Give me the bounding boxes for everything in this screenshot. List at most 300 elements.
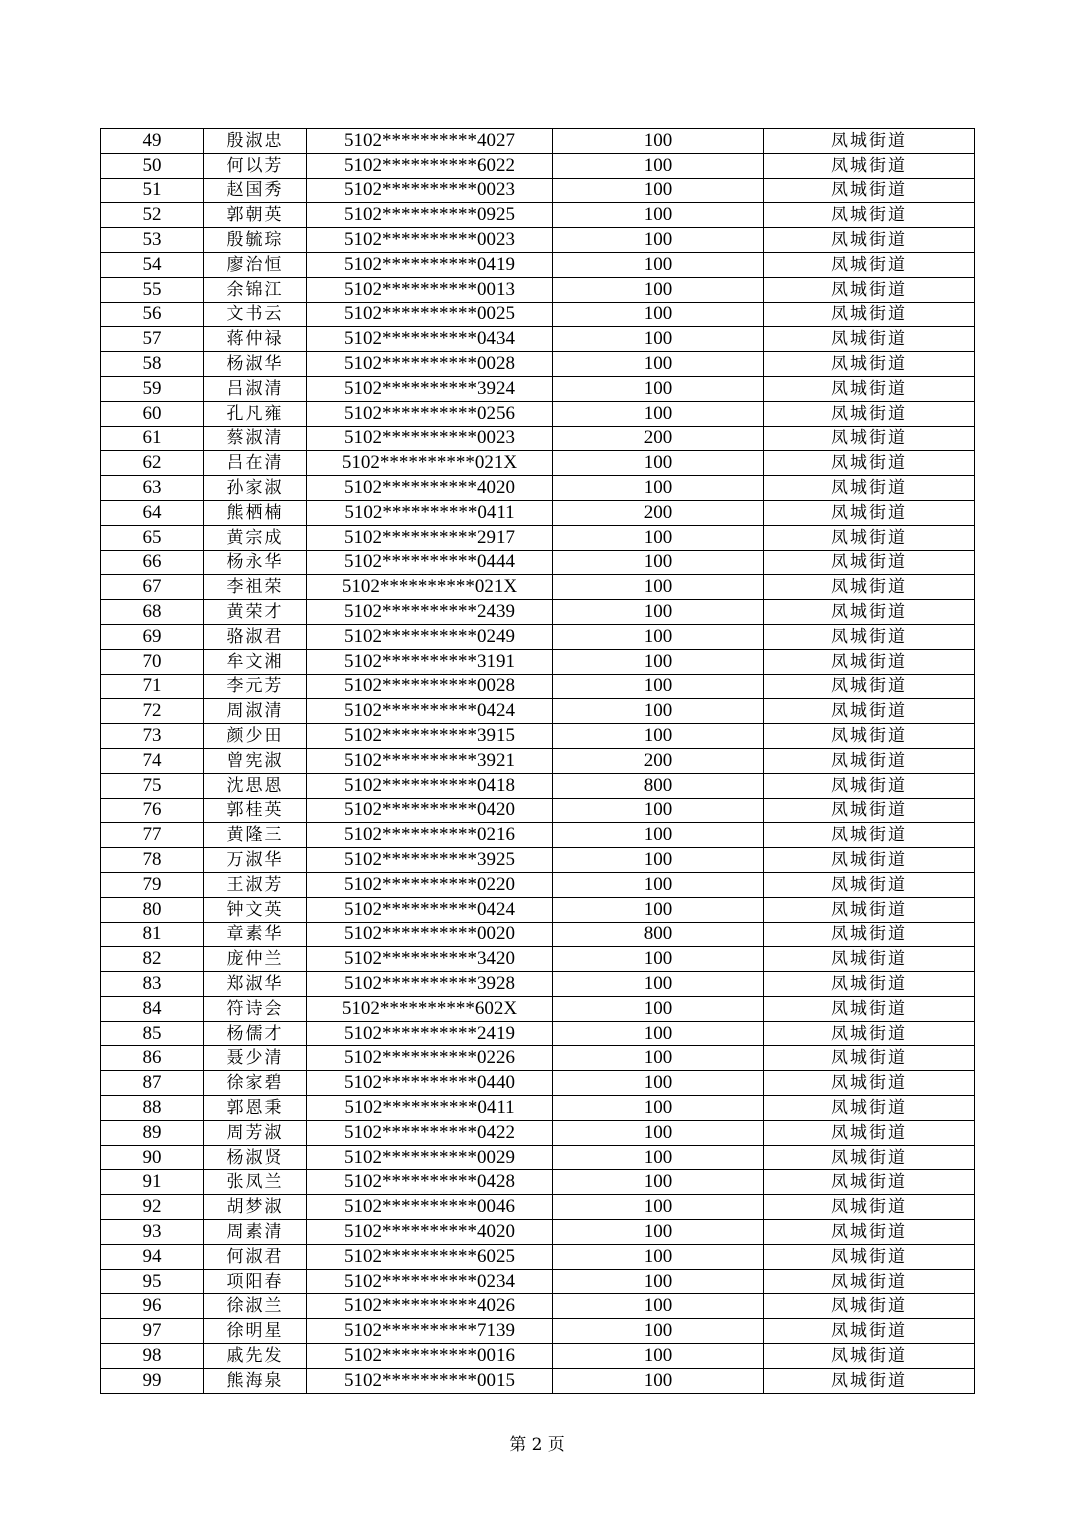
row-number-cell: 83 [101, 972, 204, 997]
street-cell: 凤城街道 [764, 575, 975, 600]
row-number-cell: 70 [101, 649, 204, 674]
name-cell: 吕淑清 [204, 376, 307, 401]
street-cell: 凤城街道 [764, 848, 975, 873]
table-row [101, 1344, 975, 1369]
name-cell: 郭朝英 [204, 203, 307, 228]
amount-cell: 100 [553, 252, 764, 277]
name-cell: 郑淑华 [204, 972, 307, 997]
amount-cell: 100 [553, 352, 764, 377]
row-number-cell: 66 [101, 550, 204, 575]
table-row [101, 848, 975, 873]
name-cell: 沈思恩 [204, 773, 307, 798]
table-row [101, 996, 975, 1021]
street-cell: 凤城街道 [764, 252, 975, 277]
row-number-cell: 69 [101, 624, 204, 649]
street-cell: 凤城街道 [764, 129, 975, 154]
row-number-cell: 62 [101, 451, 204, 476]
row-number-cell: 86 [101, 1046, 204, 1071]
row-number-cell: 51 [101, 178, 204, 203]
id-number-cell: 5102**********3925 [307, 848, 553, 873]
table-row [101, 500, 975, 525]
street-cell: 凤城街道 [764, 600, 975, 625]
amount-cell: 100 [553, 848, 764, 873]
street-cell: 凤城街道 [764, 228, 975, 253]
street-cell: 凤城街道 [764, 897, 975, 922]
id-number-cell: 5102**********0020 [307, 922, 553, 947]
amount-cell: 100 [553, 153, 764, 178]
amount-cell: 100 [553, 178, 764, 203]
amount-cell: 100 [553, 575, 764, 600]
amount-cell: 100 [553, 451, 764, 476]
table-row [101, 1021, 975, 1046]
id-number-cell: 5102**********2419 [307, 1021, 553, 1046]
id-number-cell: 5102**********3924 [307, 376, 553, 401]
row-number-cell: 89 [101, 1120, 204, 1145]
amount-cell: 100 [553, 972, 764, 997]
row-number-cell: 94 [101, 1244, 204, 1269]
name-cell: 余锦江 [204, 277, 307, 302]
table-row [101, 1319, 975, 1344]
row-number-cell: 87 [101, 1071, 204, 1096]
name-cell: 聂少清 [204, 1046, 307, 1071]
street-cell: 凤城街道 [764, 674, 975, 699]
street-cell: 凤城街道 [764, 773, 975, 798]
table-row [101, 1170, 975, 1195]
id-number-cell: 5102**********0256 [307, 401, 553, 426]
amount-cell: 100 [553, 1319, 764, 1344]
street-cell: 凤城街道 [764, 724, 975, 749]
id-number-cell: 5102**********3921 [307, 748, 553, 773]
name-cell: 周芳淑 [204, 1120, 307, 1145]
row-number-cell: 90 [101, 1145, 204, 1170]
table-row [101, 773, 975, 798]
amount-cell: 100 [553, 897, 764, 922]
name-cell: 万淑华 [204, 848, 307, 873]
street-cell: 凤城街道 [764, 1319, 975, 1344]
street-cell: 凤城街道 [764, 550, 975, 575]
row-number-cell: 79 [101, 872, 204, 897]
street-cell: 凤城街道 [764, 178, 975, 203]
name-cell: 杨淑华 [204, 352, 307, 377]
name-cell: 曾宪淑 [204, 748, 307, 773]
name-cell: 戚先发 [204, 1344, 307, 1369]
id-number-cell: 5102**********021X [307, 451, 553, 476]
table-row [101, 1294, 975, 1319]
name-cell: 文书云 [204, 302, 307, 327]
street-cell: 凤城街道 [764, 153, 975, 178]
id-number-cell: 5102**********0029 [307, 1145, 553, 1170]
id-number-cell: 5102**********3928 [307, 972, 553, 997]
amount-cell: 100 [553, 376, 764, 401]
amount-cell: 100 [553, 600, 764, 625]
row-number-cell: 95 [101, 1269, 204, 1294]
table-row [101, 600, 975, 625]
row-number-cell: 92 [101, 1195, 204, 1220]
amount-cell: 100 [553, 872, 764, 897]
amount-cell: 100 [553, 1145, 764, 1170]
row-number-cell: 91 [101, 1170, 204, 1195]
row-number-cell: 81 [101, 922, 204, 947]
name-cell: 章素华 [204, 922, 307, 947]
street-cell: 凤城街道 [764, 1344, 975, 1369]
name-cell: 熊栖楠 [204, 500, 307, 525]
id-number-cell: 5102**********0220 [307, 872, 553, 897]
table-row [101, 922, 975, 947]
name-cell: 王淑芳 [204, 872, 307, 897]
amount-cell: 100 [553, 401, 764, 426]
name-cell: 周淑清 [204, 699, 307, 724]
table-row [101, 550, 975, 575]
row-number-cell: 71 [101, 674, 204, 699]
amount-cell: 800 [553, 922, 764, 947]
street-cell: 凤城街道 [764, 1170, 975, 1195]
table-body [101, 129, 975, 1394]
id-number-cell: 5102**********3420 [307, 947, 553, 972]
street-cell: 凤城街道 [764, 996, 975, 1021]
name-cell: 孔凡雍 [204, 401, 307, 426]
table-row [101, 575, 975, 600]
name-cell: 蒋仲禄 [204, 327, 307, 352]
table-row [101, 129, 975, 154]
name-cell: 熊海泉 [204, 1368, 307, 1393]
row-number-cell: 63 [101, 476, 204, 501]
row-number-cell: 78 [101, 848, 204, 873]
id-number-cell: 5102**********602X [307, 996, 553, 1021]
table-row [101, 203, 975, 228]
street-cell: 凤城街道 [764, 1021, 975, 1046]
street-cell: 凤城街道 [764, 401, 975, 426]
amount-cell: 100 [553, 1220, 764, 1245]
street-cell: 凤城街道 [764, 1120, 975, 1145]
amount-cell: 100 [553, 1046, 764, 1071]
street-cell: 凤城街道 [764, 277, 975, 302]
table-row [101, 897, 975, 922]
amount-cell: 100 [553, 996, 764, 1021]
id-number-cell: 5102**********2917 [307, 525, 553, 550]
table-row [101, 228, 975, 253]
amount-cell: 100 [553, 1120, 764, 1145]
row-number-cell: 77 [101, 823, 204, 848]
row-number-cell: 55 [101, 277, 204, 302]
street-cell: 凤城街道 [764, 1244, 975, 1269]
street-cell: 凤城街道 [764, 451, 975, 476]
street-cell: 凤城街道 [764, 649, 975, 674]
id-number-cell: 5102**********0013 [307, 277, 553, 302]
row-number-cell: 72 [101, 699, 204, 724]
amount-cell: 100 [553, 1294, 764, 1319]
id-number-cell: 5102**********0428 [307, 1170, 553, 1195]
row-number-cell: 58 [101, 352, 204, 377]
table-row [101, 525, 975, 550]
id-number-cell: 5102**********4020 [307, 476, 553, 501]
id-number-cell: 5102**********0023 [307, 178, 553, 203]
row-number-cell: 99 [101, 1368, 204, 1393]
row-number-cell: 65 [101, 525, 204, 550]
id-number-cell: 5102**********0028 [307, 674, 553, 699]
name-cell: 孙家淑 [204, 476, 307, 501]
amount-cell: 100 [553, 674, 764, 699]
row-number-cell: 59 [101, 376, 204, 401]
table-row [101, 1195, 975, 1220]
name-cell: 张凤兰 [204, 1170, 307, 1195]
table-row [101, 252, 975, 277]
row-number-cell: 54 [101, 252, 204, 277]
row-number-cell: 97 [101, 1319, 204, 1344]
table-row [101, 277, 975, 302]
amount-cell: 100 [553, 228, 764, 253]
name-cell: 殷毓琮 [204, 228, 307, 253]
row-number-cell: 52 [101, 203, 204, 228]
name-cell: 郭桂英 [204, 798, 307, 823]
name-cell: 杨淑贤 [204, 1145, 307, 1170]
amount-cell: 200 [553, 748, 764, 773]
table-row [101, 376, 975, 401]
name-cell: 廖治恒 [204, 252, 307, 277]
row-number-cell: 82 [101, 947, 204, 972]
table-row [101, 1071, 975, 1096]
row-number-cell: 67 [101, 575, 204, 600]
name-cell: 杨永华 [204, 550, 307, 575]
name-cell: 黄荣才 [204, 600, 307, 625]
id-number-cell: 5102**********3191 [307, 649, 553, 674]
page-number: 第 2 页 [509, 1435, 565, 1455]
amount-cell: 100 [553, 798, 764, 823]
table-row [101, 624, 975, 649]
row-number-cell: 76 [101, 798, 204, 823]
name-cell: 钟文英 [204, 897, 307, 922]
row-number-cell: 68 [101, 600, 204, 625]
table-row [101, 674, 975, 699]
table-row [101, 302, 975, 327]
street-cell: 凤城街道 [764, 798, 975, 823]
table-row [101, 823, 975, 848]
street-cell: 凤城街道 [764, 376, 975, 401]
amount-cell: 100 [553, 1021, 764, 1046]
id-number-cell: 5102**********0424 [307, 897, 553, 922]
amount-cell: 100 [553, 277, 764, 302]
table-row [101, 724, 975, 749]
name-cell: 周素清 [204, 1220, 307, 1245]
row-number-cell: 74 [101, 748, 204, 773]
id-number-cell: 5102**********021X [307, 575, 553, 600]
street-cell: 凤城街道 [764, 476, 975, 501]
id-number-cell: 5102**********4020 [307, 1220, 553, 1245]
amount-cell: 100 [553, 327, 764, 352]
id-number-cell: 5102**********0025 [307, 302, 553, 327]
table-row [101, 178, 975, 203]
id-number-cell: 5102**********0419 [307, 252, 553, 277]
recipient-table [100, 128, 975, 1394]
id-number-cell: 5102**********0424 [307, 699, 553, 724]
name-cell: 牟文湘 [204, 649, 307, 674]
id-number-cell: 5102**********0444 [307, 550, 553, 575]
id-number-cell: 5102**********0015 [307, 1368, 553, 1393]
amount-cell: 100 [553, 1096, 764, 1121]
amount-cell: 200 [553, 500, 764, 525]
street-cell: 凤城街道 [764, 327, 975, 352]
amount-cell: 100 [553, 550, 764, 575]
street-cell: 凤城街道 [764, 624, 975, 649]
street-cell: 凤城街道 [764, 1096, 975, 1121]
table-row [101, 972, 975, 997]
id-number-cell: 5102**********0016 [307, 1344, 553, 1369]
table-row [101, 947, 975, 972]
street-cell: 凤城街道 [764, 1071, 975, 1096]
amount-cell: 100 [553, 476, 764, 501]
street-cell: 凤城街道 [764, 1145, 975, 1170]
table-row [101, 1145, 975, 1170]
row-number-cell: 64 [101, 500, 204, 525]
name-cell: 李祖荣 [204, 575, 307, 600]
row-number-cell: 96 [101, 1294, 204, 1319]
name-cell: 杨儒才 [204, 1021, 307, 1046]
id-number-cell: 5102**********0028 [307, 352, 553, 377]
table-row [101, 1368, 975, 1393]
name-cell: 颜少田 [204, 724, 307, 749]
street-cell: 凤城街道 [764, 525, 975, 550]
amount-cell: 200 [553, 426, 764, 451]
street-cell: 凤城街道 [764, 1368, 975, 1393]
id-number-cell: 5102**********0234 [307, 1269, 553, 1294]
id-number-cell: 5102**********0422 [307, 1120, 553, 1145]
table-row [101, 327, 975, 352]
table-row [101, 426, 975, 451]
street-cell: 凤城街道 [764, 1220, 975, 1245]
name-cell: 项阳春 [204, 1269, 307, 1294]
table-row [101, 1269, 975, 1294]
id-number-cell: 5102**********0216 [307, 823, 553, 848]
name-cell: 骆淑君 [204, 624, 307, 649]
name-cell: 赵国秀 [204, 178, 307, 203]
street-cell: 凤城街道 [764, 823, 975, 848]
amount-cell: 100 [553, 302, 764, 327]
amount-cell: 100 [553, 649, 764, 674]
id-number-cell: 5102**********0249 [307, 624, 553, 649]
table-row [101, 798, 975, 823]
amount-cell: 100 [553, 1195, 764, 1220]
row-number-cell: 88 [101, 1096, 204, 1121]
id-number-cell: 5102**********6022 [307, 153, 553, 178]
name-cell: 庞仲兰 [204, 947, 307, 972]
name-cell: 黄宗成 [204, 525, 307, 550]
street-cell: 凤城街道 [764, 972, 975, 997]
row-number-cell: 49 [101, 129, 204, 154]
amount-cell: 100 [553, 699, 764, 724]
amount-cell: 100 [553, 203, 764, 228]
street-cell: 凤城街道 [764, 1046, 975, 1071]
id-number-cell: 5102**********0418 [307, 773, 553, 798]
id-number-cell: 5102**********0420 [307, 798, 553, 823]
street-cell: 凤城街道 [764, 699, 975, 724]
id-number-cell: 5102**********6025 [307, 1244, 553, 1269]
amount-cell: 100 [553, 624, 764, 649]
amount-cell: 100 [553, 525, 764, 550]
street-cell: 凤城街道 [764, 1269, 975, 1294]
table-row [101, 451, 975, 476]
id-number-cell: 5102**********7139 [307, 1319, 553, 1344]
row-number-cell: 73 [101, 724, 204, 749]
row-number-cell: 56 [101, 302, 204, 327]
table-row [101, 153, 975, 178]
table-row [101, 1120, 975, 1145]
name-cell: 郭恩秉 [204, 1096, 307, 1121]
row-number-cell: 57 [101, 327, 204, 352]
id-number-cell: 5102**********0046 [307, 1195, 553, 1220]
name-cell: 吕在清 [204, 451, 307, 476]
table-row [101, 748, 975, 773]
street-cell: 凤城街道 [764, 748, 975, 773]
row-number-cell: 75 [101, 773, 204, 798]
street-cell: 凤城街道 [764, 426, 975, 451]
name-cell: 胡梦淑 [204, 1195, 307, 1220]
id-number-cell: 5102**********0434 [307, 327, 553, 352]
amount-cell: 100 [553, 724, 764, 749]
amount-cell: 100 [553, 1170, 764, 1195]
amount-cell: 100 [553, 1368, 764, 1393]
street-cell: 凤城街道 [764, 302, 975, 327]
street-cell: 凤城街道 [764, 947, 975, 972]
id-number-cell: 5102**********4026 [307, 1294, 553, 1319]
row-number-cell: 84 [101, 996, 204, 1021]
id-number-cell: 5102**********0411 [307, 500, 553, 525]
name-cell: 李元芳 [204, 674, 307, 699]
id-number-cell: 5102**********0226 [307, 1046, 553, 1071]
table-row [101, 352, 975, 377]
amount-cell: 100 [553, 947, 764, 972]
street-cell: 凤城街道 [764, 500, 975, 525]
row-number-cell: 98 [101, 1344, 204, 1369]
street-cell: 凤城街道 [764, 352, 975, 377]
street-cell: 凤城街道 [764, 203, 975, 228]
id-number-cell: 5102**********0411 [307, 1096, 553, 1121]
amount-cell: 100 [553, 1344, 764, 1369]
amount-cell: 100 [553, 1071, 764, 1096]
id-number-cell: 5102**********0023 [307, 228, 553, 253]
amount-cell: 100 [553, 129, 764, 154]
row-number-cell: 53 [101, 228, 204, 253]
table-row [101, 1244, 975, 1269]
id-number-cell: 5102**********0925 [307, 203, 553, 228]
table-row [101, 476, 975, 501]
amount-cell: 100 [553, 1269, 764, 1294]
name-cell: 何以芳 [204, 153, 307, 178]
name-cell: 蔡淑清 [204, 426, 307, 451]
id-number-cell: 5102**********0023 [307, 426, 553, 451]
street-cell: 凤城街道 [764, 1294, 975, 1319]
row-number-cell: 61 [101, 426, 204, 451]
row-number-cell: 60 [101, 401, 204, 426]
id-number-cell: 5102**********3915 [307, 724, 553, 749]
row-number-cell: 80 [101, 897, 204, 922]
amount-cell: 100 [553, 823, 764, 848]
table-row [101, 1046, 975, 1071]
street-cell: 凤城街道 [764, 872, 975, 897]
name-cell: 徐明星 [204, 1319, 307, 1344]
name-cell: 徐淑兰 [204, 1294, 307, 1319]
street-cell: 凤城街道 [764, 922, 975, 947]
row-number-cell: 93 [101, 1220, 204, 1245]
street-cell: 凤城街道 [764, 1195, 975, 1220]
name-cell: 殷淑忠 [204, 129, 307, 154]
table-row [101, 1220, 975, 1245]
id-number-cell: 5102**********0440 [307, 1071, 553, 1096]
name-cell: 徐家碧 [204, 1071, 307, 1096]
amount-cell: 800 [553, 773, 764, 798]
table-row [101, 401, 975, 426]
name-cell: 何淑君 [204, 1244, 307, 1269]
table-row [101, 649, 975, 674]
name-cell: 符诗会 [204, 996, 307, 1021]
